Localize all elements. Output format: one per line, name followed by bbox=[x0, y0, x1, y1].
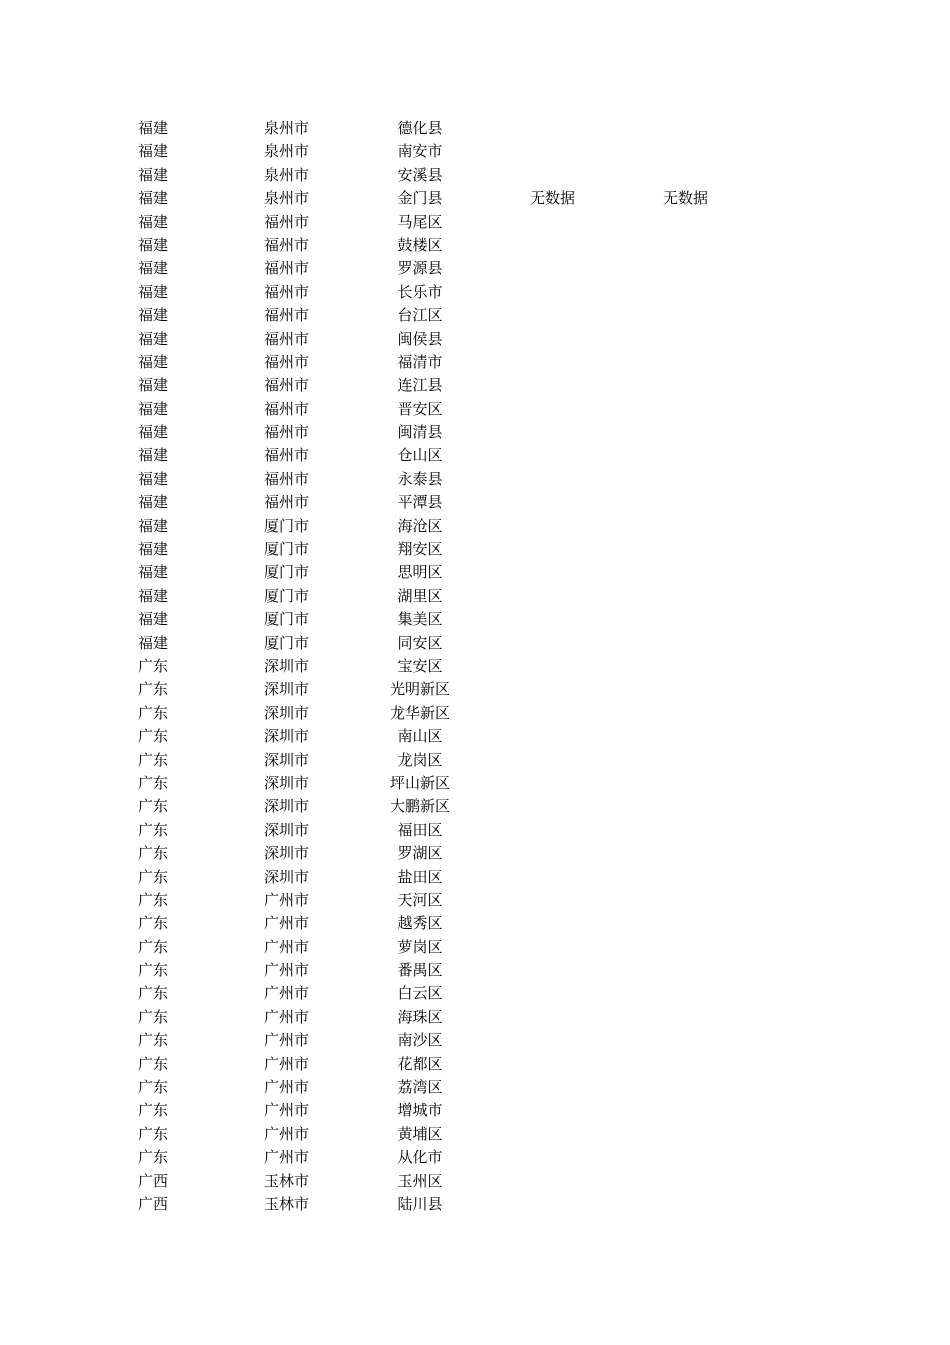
table-row bbox=[0, 491, 950, 514]
district-cell: 永泰县 bbox=[397, 469, 443, 488]
province-cell: 广东 bbox=[138, 797, 169, 816]
city-cell: 福州市 bbox=[264, 306, 310, 325]
city-cell: 深圳市 bbox=[264, 750, 310, 769]
province-cell: 广东 bbox=[138, 844, 169, 863]
province-cell: 福建 bbox=[138, 352, 169, 371]
province-cell: 广东 bbox=[138, 727, 169, 746]
province-cell: 福建 bbox=[138, 165, 169, 184]
province-cell: 福建 bbox=[138, 493, 169, 512]
city-cell: 广州市 bbox=[264, 1078, 310, 1097]
table-row bbox=[0, 117, 950, 140]
district-cell: 台江区 bbox=[397, 306, 443, 325]
district-cell: 海珠区 bbox=[397, 1007, 443, 1026]
province-cell: 广东 bbox=[138, 680, 169, 699]
city-cell: 深圳市 bbox=[264, 844, 310, 863]
city-cell: 福州市 bbox=[264, 493, 310, 512]
table-row bbox=[0, 164, 950, 187]
province-cell: 福建 bbox=[138, 212, 169, 231]
district-cell: 花都区 bbox=[397, 1054, 443, 1073]
district-cell: 玉州区 bbox=[397, 1171, 443, 1190]
province-cell: 广东 bbox=[138, 867, 169, 886]
city-cell: 广州市 bbox=[264, 890, 310, 909]
district-cell: 海沧区 bbox=[397, 516, 443, 535]
city-cell: 广州市 bbox=[264, 937, 310, 956]
table-row bbox=[0, 819, 950, 842]
table-row bbox=[0, 1193, 950, 1216]
district-cell: 长乐市 bbox=[397, 282, 443, 301]
city-cell: 福州市 bbox=[264, 212, 310, 231]
province-cell: 福建 bbox=[138, 329, 169, 348]
district-cell: 宝安区 bbox=[397, 656, 443, 675]
table-row bbox=[0, 725, 950, 748]
district-cell: 金门县 bbox=[397, 189, 443, 208]
district-cell: 安溪县 bbox=[397, 165, 443, 184]
province-cell: 广东 bbox=[138, 1078, 169, 1097]
table-row bbox=[0, 866, 950, 889]
table-row bbox=[0, 1076, 950, 1099]
city-cell: 福州市 bbox=[264, 282, 310, 301]
province-cell: 广东 bbox=[138, 820, 169, 839]
table-row bbox=[0, 281, 950, 304]
table-row bbox=[0, 632, 950, 655]
province-cell: 福建 bbox=[138, 189, 169, 208]
city-cell: 玉林市 bbox=[264, 1194, 310, 1213]
table-row bbox=[0, 608, 950, 631]
province-cell: 广东 bbox=[138, 937, 169, 956]
province-cell: 广东 bbox=[138, 750, 169, 769]
table-row bbox=[0, 959, 950, 982]
district-cell: 龙岗区 bbox=[397, 750, 443, 769]
district-cell: 从化市 bbox=[397, 1148, 443, 1167]
city-cell: 泉州市 bbox=[264, 165, 310, 184]
city-cell: 广州市 bbox=[264, 1054, 310, 1073]
district-cell: 越秀区 bbox=[397, 914, 443, 933]
city-cell: 厦门市 bbox=[264, 516, 310, 535]
table-row bbox=[0, 561, 950, 584]
table-row bbox=[0, 678, 950, 701]
city-cell: 深圳市 bbox=[264, 656, 310, 675]
district-cell: 晋安区 bbox=[397, 399, 443, 418]
province-cell: 广东 bbox=[138, 1101, 169, 1120]
district-cell: 大鹏新区 bbox=[389, 797, 450, 816]
city-cell: 深圳市 bbox=[264, 867, 310, 886]
table-row bbox=[0, 515, 950, 538]
table-row bbox=[0, 211, 950, 234]
city-cell: 福州市 bbox=[264, 329, 310, 348]
table-row bbox=[0, 702, 950, 725]
city-cell: 泉州市 bbox=[264, 189, 310, 208]
city-cell: 福州市 bbox=[264, 235, 310, 254]
district-cell: 南沙区 bbox=[397, 1031, 443, 1050]
city-cell: 福州市 bbox=[264, 446, 310, 465]
province-cell: 福建 bbox=[138, 399, 169, 418]
table-row bbox=[0, 1170, 950, 1193]
district-cell: 福田区 bbox=[397, 820, 443, 839]
table-row bbox=[0, 655, 950, 678]
region-table bbox=[0, 117, 950, 1216]
province-cell: 广西 bbox=[138, 1194, 169, 1213]
table-row bbox=[0, 421, 950, 444]
table-row bbox=[0, 374, 950, 397]
city-cell: 广州市 bbox=[264, 1031, 310, 1050]
table-row bbox=[0, 304, 950, 327]
city-cell: 福州市 bbox=[264, 423, 310, 442]
province-cell: 福建 bbox=[138, 306, 169, 325]
city-cell: 深圳市 bbox=[264, 820, 310, 839]
extra-cell-2: 无数据 bbox=[663, 189, 709, 208]
city-cell: 福州市 bbox=[264, 259, 310, 278]
table-row bbox=[0, 842, 950, 865]
table-row bbox=[0, 1029, 950, 1052]
city-cell: 广州市 bbox=[264, 984, 310, 1003]
province-cell: 广东 bbox=[138, 961, 169, 980]
province-cell: 福建 bbox=[138, 423, 169, 442]
district-cell: 荔湾区 bbox=[397, 1078, 443, 1097]
city-cell: 广州市 bbox=[264, 1124, 310, 1143]
table-row bbox=[0, 772, 950, 795]
table-row bbox=[0, 889, 950, 912]
table-row bbox=[0, 398, 950, 421]
province-cell: 福建 bbox=[138, 610, 169, 629]
table-row bbox=[0, 351, 950, 374]
table-row bbox=[0, 982, 950, 1005]
city-cell: 泉州市 bbox=[264, 142, 310, 161]
city-cell: 福州市 bbox=[264, 399, 310, 418]
city-cell: 广州市 bbox=[264, 961, 310, 980]
district-cell: 德化县 bbox=[397, 119, 443, 137]
city-cell: 深圳市 bbox=[264, 773, 310, 792]
district-cell: 南安市 bbox=[397, 142, 443, 161]
province-cell: 广东 bbox=[138, 914, 169, 933]
district-cell: 集美区 bbox=[397, 610, 443, 629]
district-cell: 思明区 bbox=[397, 563, 443, 582]
district-cell: 罗源县 bbox=[397, 259, 443, 278]
table-row bbox=[0, 585, 950, 608]
district-cell: 白云区 bbox=[397, 984, 443, 1003]
district-cell: 闽侯县 bbox=[397, 329, 443, 348]
city-cell: 深圳市 bbox=[264, 680, 310, 699]
table-row bbox=[0, 328, 950, 351]
district-cell: 黄埔区 bbox=[397, 1124, 443, 1143]
city-cell: 广州市 bbox=[264, 914, 310, 933]
district-cell: 翔安区 bbox=[397, 540, 443, 559]
city-cell: 深圳市 bbox=[264, 727, 310, 746]
district-cell: 增城市 bbox=[397, 1101, 443, 1120]
province-cell: 福建 bbox=[138, 446, 169, 465]
province-cell: 福建 bbox=[138, 259, 169, 278]
table-row bbox=[0, 538, 950, 561]
table-row bbox=[0, 444, 950, 467]
district-cell: 盐田区 bbox=[397, 867, 443, 886]
table-row bbox=[0, 1053, 950, 1076]
province-cell: 福建 bbox=[138, 469, 169, 488]
table-row bbox=[0, 795, 950, 818]
district-cell: 湖里区 bbox=[397, 586, 443, 605]
province-cell: 福建 bbox=[138, 119, 169, 137]
city-cell: 广州市 bbox=[264, 1101, 310, 1120]
district-cell: 罗湖区 bbox=[397, 844, 443, 863]
district-cell: 马尾区 bbox=[397, 212, 443, 231]
province-cell: 广东 bbox=[138, 890, 169, 909]
province-cell: 广东 bbox=[138, 1054, 169, 1073]
city-cell: 深圳市 bbox=[264, 703, 310, 722]
district-cell: 南山区 bbox=[397, 727, 443, 746]
district-cell: 番禺区 bbox=[397, 961, 443, 980]
city-cell: 广州市 bbox=[264, 1007, 310, 1026]
table-row bbox=[0, 1123, 950, 1146]
city-cell: 厦门市 bbox=[264, 540, 310, 559]
district-cell: 坪山新区 bbox=[389, 773, 450, 792]
province-cell: 福建 bbox=[138, 540, 169, 559]
city-cell: 深圳市 bbox=[264, 797, 310, 816]
table-row bbox=[0, 257, 950, 280]
province-cell: 福建 bbox=[138, 563, 169, 582]
city-cell: 福州市 bbox=[264, 352, 310, 371]
district-cell: 鼓楼区 bbox=[397, 235, 443, 254]
province-cell: 广东 bbox=[138, 1148, 169, 1167]
table-row bbox=[0, 140, 950, 163]
district-cell: 光明新区 bbox=[389, 680, 450, 699]
table-row bbox=[0, 468, 950, 491]
province-cell: 广东 bbox=[138, 656, 169, 675]
table-row bbox=[0, 1006, 950, 1029]
district-cell: 龙华新区 bbox=[389, 703, 450, 722]
city-cell: 泉州市 bbox=[264, 119, 310, 137]
district-cell: 同安区 bbox=[397, 633, 443, 652]
table-row bbox=[0, 187, 950, 210]
district-cell: 福清市 bbox=[397, 352, 443, 371]
province-cell: 福建 bbox=[138, 633, 169, 652]
table-row bbox=[0, 936, 950, 959]
province-cell: 广东 bbox=[138, 703, 169, 722]
city-cell: 福州市 bbox=[264, 376, 310, 395]
province-cell: 福建 bbox=[138, 376, 169, 395]
table-row bbox=[0, 749, 950, 772]
province-cell: 福建 bbox=[138, 586, 169, 605]
province-cell: 广东 bbox=[138, 1007, 169, 1026]
city-cell: 厦门市 bbox=[264, 563, 310, 582]
city-cell: 广州市 bbox=[264, 1148, 310, 1167]
city-cell: 厦门市 bbox=[264, 610, 310, 629]
table-row bbox=[0, 912, 950, 935]
city-cell: 厦门市 bbox=[264, 633, 310, 652]
district-cell: 连江县 bbox=[397, 376, 443, 395]
province-cell: 福建 bbox=[138, 282, 169, 301]
province-cell: 福建 bbox=[138, 142, 169, 161]
province-cell: 福建 bbox=[138, 516, 169, 535]
city-cell: 福州市 bbox=[264, 469, 310, 488]
province-cell: 广东 bbox=[138, 984, 169, 1003]
city-cell: 厦门市 bbox=[264, 586, 310, 605]
district-cell: 平潭县 bbox=[397, 493, 443, 512]
province-cell: 广东 bbox=[138, 1124, 169, 1143]
city-cell: 玉林市 bbox=[264, 1171, 310, 1190]
province-cell: 广西 bbox=[138, 1171, 169, 1190]
district-cell: 仓山区 bbox=[397, 446, 443, 465]
extra-cell-1: 无数据 bbox=[530, 189, 576, 208]
district-cell: 天河区 bbox=[397, 890, 443, 909]
table-row bbox=[0, 1146, 950, 1169]
district-cell: 陆川县 bbox=[397, 1194, 443, 1213]
district-cell: 萝岗区 bbox=[397, 937, 443, 956]
province-cell: 广东 bbox=[138, 1031, 169, 1050]
district-cell: 闽清县 bbox=[397, 423, 443, 442]
province-cell: 福建 bbox=[138, 235, 169, 254]
table-row bbox=[0, 234, 950, 257]
province-cell: 广东 bbox=[138, 773, 169, 792]
table-row bbox=[0, 1099, 950, 1122]
